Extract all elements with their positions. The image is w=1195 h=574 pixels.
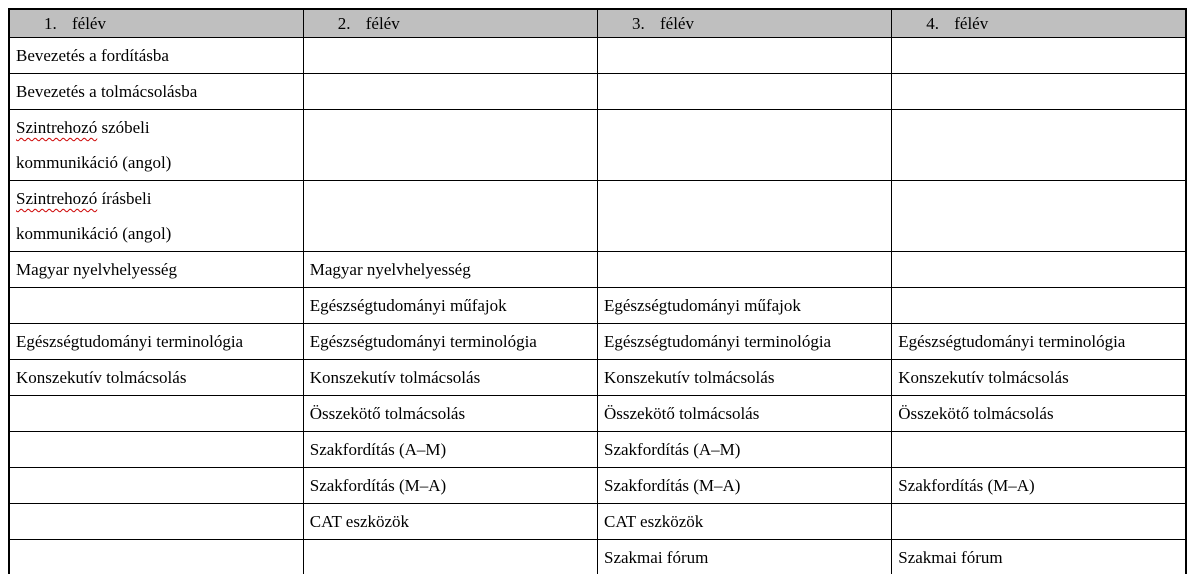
text-segment: kommunikáció (angol)	[16, 224, 172, 243]
header-label: félév	[954, 14, 989, 33]
course-cell	[598, 110, 892, 181]
course-cell: Konszekutív tolmácsolás	[303, 360, 597, 396]
table-row	[9, 288, 1186, 324]
header-label: félév	[365, 14, 400, 33]
course-cell: Konszekutív tolmácsolás	[9, 360, 303, 396]
course-cell: Bevezetés a fordításba	[9, 38, 303, 74]
course-cell: CAT eszközök	[598, 504, 892, 540]
course-cell: Egészségtudományi terminológia	[9, 324, 303, 360]
course-cell	[9, 288, 303, 324]
course-cell	[892, 38, 1186, 74]
course-cell	[303, 540, 597, 574]
course-cell: Szakfordítás (A–M)	[303, 432, 597, 468]
table-row	[9, 540, 1186, 574]
course-cell: Szakfordítás (A–M)	[598, 432, 892, 468]
course-cell	[892, 74, 1186, 110]
course-table-body	[9, 38, 1186, 574]
course-cell	[892, 504, 1186, 540]
course-cell	[9, 396, 303, 432]
misspelled-word: Szintrehozó	[16, 118, 98, 137]
course-cell	[9, 504, 303, 540]
course-cell: Magyar nyelvhelyesség	[303, 252, 597, 288]
header-cell-semester-4	[892, 9, 1186, 38]
table-row	[9, 396, 1186, 432]
table-row	[9, 38, 1186, 74]
course-cell	[9, 110, 303, 181]
course-cell	[9, 540, 303, 574]
header-number: 1.	[44, 14, 57, 33]
table-row	[9, 324, 1186, 360]
course-cell: Konszekutív tolmácsolás	[598, 360, 892, 396]
curriculum-table	[8, 8, 1187, 574]
course-cell: Konszekutív tolmácsolás	[892, 360, 1186, 396]
course-cell	[303, 38, 597, 74]
course-cell: CAT eszközök	[303, 504, 597, 540]
course-cell	[892, 252, 1186, 288]
course-cell: Összekötő tolmácsolás	[303, 396, 597, 432]
header-label: félév	[72, 14, 106, 33]
course-cell	[892, 181, 1186, 252]
text-segment: szóbeli	[97, 118, 150, 137]
table-row	[9, 252, 1186, 288]
header-cell-semester-2	[303, 9, 597, 38]
table-row	[9, 74, 1186, 110]
table-row	[9, 468, 1186, 504]
course-cell: Egészségtudományi műfajok	[303, 288, 597, 324]
course-cell	[303, 74, 597, 110]
table-row	[9, 360, 1186, 396]
misspelled-word: Szintrehozó	[16, 189, 98, 208]
header-number: 4.	[926, 14, 939, 33]
header-label: félév	[660, 14, 694, 33]
course-cell	[598, 181, 892, 252]
text-segment: kommunikáció (angol)	[16, 153, 172, 172]
table-row	[9, 181, 1186, 252]
course-cell: Magyar nyelvhelyesség	[9, 252, 303, 288]
header-row	[9, 9, 1186, 38]
course-cell	[892, 432, 1186, 468]
course-cell	[303, 181, 597, 252]
course-cell	[303, 110, 597, 181]
course-cell	[598, 252, 892, 288]
course-cell: Szakmai fórum	[598, 540, 892, 574]
course-cell: Egészségtudományi terminológia	[892, 324, 1186, 360]
course-cell	[9, 181, 303, 252]
course-cell	[598, 38, 892, 74]
header-cell-semester-1	[9, 9, 303, 38]
course-cell: Egészségtudományi műfajok	[598, 288, 892, 324]
header-number: 2.	[337, 14, 351, 33]
table-row	[9, 504, 1186, 540]
course-cell: Bevezetés a tolmácsolásba	[9, 74, 303, 110]
header-cell-semester-3	[598, 9, 892, 38]
course-cell	[892, 110, 1186, 181]
course-cell: Szakfordítás (M–A)	[598, 468, 892, 504]
course-cell	[9, 468, 303, 504]
header-number: 3.	[632, 14, 645, 33]
course-cell: Szakfordítás (M–A)	[892, 468, 1186, 504]
course-cell: Összekötő tolmácsolás	[598, 396, 892, 432]
text-segment: írásbeli	[97, 189, 152, 208]
course-cell	[892, 288, 1186, 324]
course-cell	[598, 74, 892, 110]
course-cell: Egészségtudományi terminológia	[303, 324, 597, 360]
table-row	[9, 110, 1186, 181]
table-row	[9, 432, 1186, 468]
course-cell: Szakfordítás (M–A)	[303, 468, 597, 504]
course-cell: Szakmai fórum	[892, 540, 1186, 574]
course-cell: Összekötő tolmácsolás	[892, 396, 1186, 432]
course-cell	[9, 432, 303, 468]
course-cell: Egészségtudományi terminológia	[598, 324, 892, 360]
